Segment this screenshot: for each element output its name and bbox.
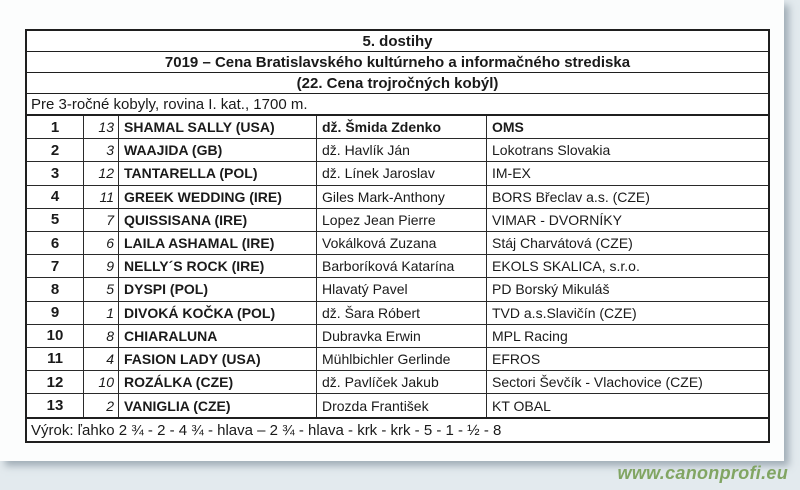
horse-name-cell: NELLY´S ROCK (IRE) [119,255,317,278]
jockey-cell: Dubravka Erwin [317,325,487,348]
position-cell: 13 [27,394,84,417]
owner-cell: EKOLS SKALICA, s.r.o. [487,255,768,278]
position-cell: 1 [27,116,84,139]
jockey-cell: Mühlbichler Gerlinde [317,348,487,371]
owner-cell: PD Borský Mikuláš [487,278,768,301]
owner-cell: OMS [487,116,768,139]
position-cell: 5 [27,209,84,232]
horse-name-cell: FASION LADY (USA) [119,348,317,371]
owner-cell: Sectori Ševčík - Vlachovice (CZE) [487,371,768,394]
horse-name-cell: QUISSISANA (IRE) [119,209,317,232]
position-cell: 8 [27,278,84,301]
jockey-cell: Lopez Jean Pierre [317,209,487,232]
owner-cell: EFROS [487,348,768,371]
jockey-cell: Barboríková Katarína [317,255,487,278]
program-number-cell: 9 [84,255,119,278]
program-number-cell: 12 [84,162,119,185]
program-number-cell: 8 [84,325,119,348]
race-title-heading: 7019 – Cena Bratislavského kultúrneho a informačného strediska [27,52,768,73]
race-number-heading: 5. dostihy [27,31,768,52]
jockey-cell: Giles Mark-Anthony [317,186,487,209]
owner-cell: MPL Racing [487,325,768,348]
position-cell: 9 [27,302,84,325]
program-number-cell: 3 [84,139,119,162]
jockey-cell: Hlavatý Pavel [317,278,487,301]
horse-name-cell: DIVOKÁ KOČKA (POL) [119,302,317,325]
owner-cell: VIMAR - DVORNÍKY [487,209,768,232]
horse-name-cell: ROZÁLKA (CZE) [119,371,317,394]
program-number-cell: 1 [84,302,119,325]
position-cell: 2 [27,139,84,162]
owner-cell: Lokotrans Slovakia [487,139,768,162]
program-number-cell: 13 [84,116,119,139]
jockey-cell: dž. Pavlíček Jakub [317,371,487,394]
jockey-cell: dž. Šara Róbert [317,302,487,325]
owner-cell: IM-EX [487,162,768,185]
race-results-table [25,29,770,443]
race-conditions: Pre 3-ročné kobyly, rovina I. kat., 1700 m. [27,94,768,116]
owner-cell: TVD a.s.Slavičín (CZE) [487,302,768,325]
horse-name-cell: LAILA ASHAMAL (IRE) [119,232,317,255]
position-cell: 12 [27,371,84,394]
results-grid [27,116,768,417]
horse-name-cell: VANIGLIA (CZE) [119,394,317,417]
horse-name-cell: DYSPI (POL) [119,278,317,301]
program-number-cell: 6 [84,232,119,255]
watermark-text: www.canonprofi.eu [617,463,788,483]
program-number-cell: 7 [84,209,119,232]
horse-name-cell: TANTARELLA (POL) [119,162,317,185]
horse-name-cell: SHAMAL SALLY (USA) [119,116,317,139]
position-cell: 11 [27,348,84,371]
horse-name-cell: GREEK WEDDING (IRE) [119,186,317,209]
position-cell: 7 [27,255,84,278]
program-number-cell: 4 [84,348,119,371]
jockey-cell: Drozda František [317,394,487,417]
position-cell: 6 [27,232,84,255]
position-cell: 10 [27,325,84,348]
race-subtitle-heading: (22. Cena trojročných kobýl) [27,73,768,94]
owner-cell: KT OBAL [492,397,551,414]
jockey-cell: dž. Šmida Zdenko [317,116,487,139]
verdict-row: Výrok: ľahko 2 ¾ - 2 - 4 ¾ - hlava – 2 ¾ - hlava - krk - krk - 5 - 1 - ½ - 8 [27,417,768,441]
horse-name-cell: CHIARALUNA [119,325,317,348]
jockey-cell: dž. Línek Jaroslav [317,162,487,185]
position-cell: 3 [27,162,84,185]
jockey-cell: dž. Havlík Ján [317,139,487,162]
program-number-cell: 2 [84,394,119,417]
owner-cell: BORS Břeclav a.s. (CZE) [487,186,768,209]
program-number-cell: 11 [84,186,119,209]
position-cell: 4 [27,186,84,209]
program-number-cell: 10 [84,371,119,394]
owner-cell: Stáj Charvátová (CZE) [487,232,768,255]
horse-name-cell: WAAJIDA (GB) [119,139,317,162]
jockey-cell: Vokálková Zuzana [317,232,487,255]
program-number-cell: 5 [84,278,119,301]
